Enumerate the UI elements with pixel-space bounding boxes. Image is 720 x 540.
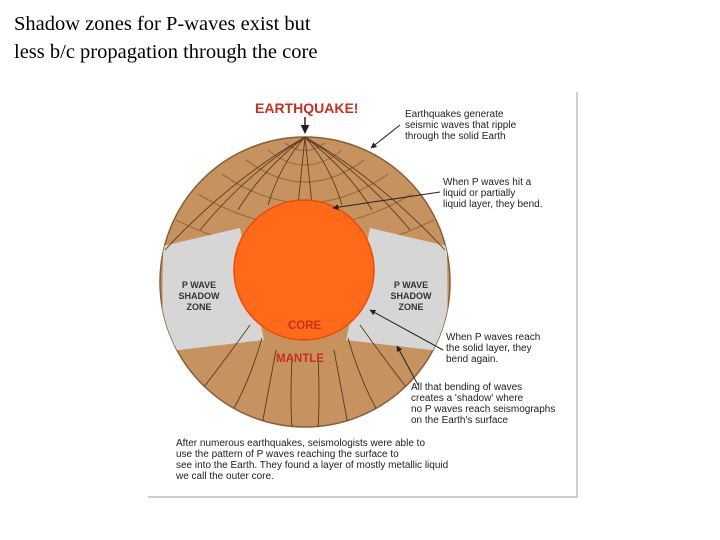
note-generate xyxy=(405,109,517,142)
note-shadow xyxy=(411,382,555,426)
note-bend xyxy=(443,177,543,210)
shadow-left-line-1: P WAVE xyxy=(181,280,217,290)
shadow-right-line-3: ZONE xyxy=(398,302,424,312)
outer-core xyxy=(234,200,374,340)
caption-line-1: After numerous earthquakes, seismologists were able to xyxy=(176,438,426,449)
note-generate-line-1: Earthquakes generate xyxy=(405,109,504,120)
slide-title: Shadow zones for P-waves exist but less b/c propagation through the core xyxy=(14,13,318,63)
shadow-left-line-2: SHADOW xyxy=(178,291,220,301)
note-generate-line-2: seismic waves that ripple xyxy=(405,120,517,131)
shadow-right-line-2: SHADOW xyxy=(390,291,432,301)
note-bend-line-1: When P waves hit a xyxy=(443,177,532,188)
note-bend-line-2: liquid or partially xyxy=(443,188,516,199)
leader-generate xyxy=(371,125,400,148)
note-shadow-line-2: creates a 'shadow' where xyxy=(411,393,524,404)
note-shadow-line-3: no P waves reach seismographs xyxy=(411,404,556,415)
note-generate-line-3: through the solid Earth xyxy=(405,131,506,142)
caption-line-4: we call the outer core. xyxy=(176,471,274,482)
caption-line-2: use the pattern of P waves reaching the surface to xyxy=(176,449,399,460)
note-bend-line-3: liquid layer, they bend. xyxy=(443,199,543,210)
note-shadow-line-4: on the Earth's surface xyxy=(411,415,508,426)
earthquake-label: EARTHQUAKE! xyxy=(255,100,359,116)
note-reach xyxy=(446,332,540,365)
diagram-caption xyxy=(175,438,448,482)
shadow-right-line-1: P WAVE xyxy=(393,280,429,290)
note-shadow-line-1: All that bending of waves xyxy=(411,382,523,393)
mantle-label: MANTLE xyxy=(276,353,324,365)
note-reach-line-1: When P waves reach xyxy=(446,332,541,343)
note-reach-line-2: the solid layer, they xyxy=(446,343,532,354)
shadow-left-line-3: ZONE xyxy=(186,302,212,312)
caption-line-3: see into the Earth. They found a layer of mostly metallic liquid xyxy=(176,460,449,471)
note-reach-line-3: bend again. xyxy=(446,354,499,365)
core-label: CORE xyxy=(288,320,322,332)
